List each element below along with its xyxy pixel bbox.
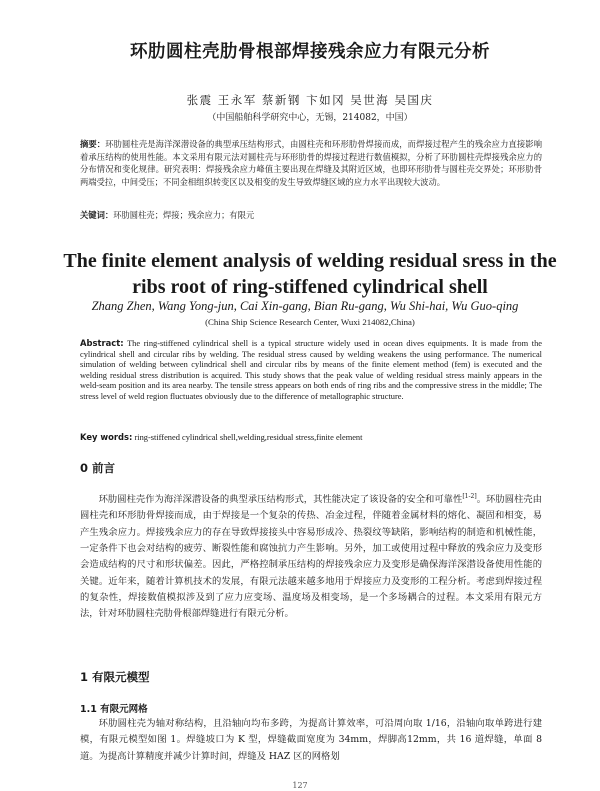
page-number: 127 [292, 781, 308, 790]
english-title: The finite element analysis of welding residual sress in the ribs root of ring-stiffened cylindrical shell [63, 250, 557, 298]
chinese-keywords-text: 环肋圆柱壳；焊接；残余应力；有限元 [113, 210, 255, 220]
chinese-title: 环肋圆柱壳肋骨根部焊接残余应力有限元分析 [130, 42, 490, 62]
chinese-abstract [80, 138, 542, 188]
chinese-keywords [80, 209, 542, 221]
english-keywords-label: Key words: [80, 432, 133, 442]
section-heading-model: 1 有限元模型 [80, 670, 150, 684]
mesh-paragraph: 环肋圆柱壳为轴对称结构，且沿轴向均布多跨，为提高计算效率，可沿周向取 1/16，沿轴向取单跨进行建模，有限元模型如图 1。焊缝坡口为 K 型，焊缝截面宽度为 34mm，焊脚高12mm，共 16 道焊缝，单面 8 道。为提高计算精度并减少计算时间，焊缝及 HAZ 区的网格划 [80, 718, 542, 762]
english-abstract [80, 338, 542, 403]
intro-text-part1: 环肋圆柱壳作为海洋深潜设备的典型承压结构形式，其性能决定了该设备的安全和可靠性 [98, 494, 463, 506]
english-abstract-label: Abstract: [80, 338, 124, 348]
intro-text-part2: 。环肋圆柱壳由圆柱壳和环形肋骨焊接而成，由于焊接是一个复杂的传热、冶金过程，伴随着金属材料的熔化、凝固和相变，易产生残余应力。焊接残余应力的存在导致焊接接头中容易形成冷、热裂纹等缺陷，影响结构的制造和机械性能，一定条件下也会对结构的疲劳、断裂性能和腐蚀抗力产生影响。另外，加工或使用过程中释放的残余应力及变形会造成结构的尺寸和形状偏差。因此，严格控制承压结构的焊接残余应力及变形是确保海洋深潜设备使用性能的关键。近年来，随着计算机技术的发展，有限元法越来越多地用于焊接应力及变形的工程分析。考虑到焊接过程的复杂性，焊接数值模拟涉及到了应力应变场、温度场及相变场，是一个多场耦合的过程。本文采用有限元方法，针对环肋圆柱壳肋骨根部焊缝进行有限元分析。 [80, 494, 542, 620]
english-affiliation: (China Ship Science Research Center, Wuxi 214082,China) [205, 317, 415, 327]
english-authors: Zhang Zhen, Wang Yong-jun, Cai Xin-gang, Bian Ru-gang, Wu Shi-hai, Wu Guo-qing [91, 299, 519, 313]
chinese-abstract-text: 环肋圆柱壳是海洋深潜设备的典型承压结构形式，由圆柱壳和环形肋骨焊接而成，而焊接过程产生的残余应力直接影响着承压结构的使用性能。本文采用有限元法对圆柱壳与环形肋骨的焊接过程进行数值模拟，分析了环肋圆柱壳焊接残余应力的分布情况和变化规律。研究表明：焊接残余应力峰值主要出现在焊缝及其附近区域，也即环形肋骨与圆柱壳交界处；环形肋骨两端受拉，中间受压；不同金相组织转变区以及相变的发生导致焊缝区域的应力水平出现较大波动。 [80, 139, 542, 187]
intro-citation: [1-2] [462, 493, 477, 500]
chinese-authors: 张震 王永军 蔡新钢 卞如冈 吴世海 吴国庆 [186, 93, 434, 107]
chinese-affiliation: （中国船舶科学研究中心，无锡，214082，中国） [207, 113, 413, 123]
chinese-keywords-label: 关键词： [80, 210, 114, 220]
subsection-heading-mesh: 1.1 有限元网格 [80, 704, 148, 715]
english-keywords-text: ring-stiffened cylindrical shell,welding,residual stress,finite element [132, 433, 363, 442]
english-keywords [80, 432, 542, 442]
section-heading-intro: 0 前言 [80, 461, 116, 475]
intro-paragraph [80, 489, 542, 622]
chinese-abstract-label: 摘要： [80, 139, 106, 149]
english-abstract-text: The ring-stiffened cylindrical shell is a typical structure widely used in ocean dives equipments. It is made from the cylindrical shell and circular ribs by welding. The residual stress caused by welding weakens the using performance. The numerical simulation of welding between cylindrical shell and circular ribs by means of the finite element method (fem) is executed and the welding residual stress distribution is acquired. This study shows that the peak value of welding residual stress mainly appears in the weld-seam position and its area nearby. The tensile stress appears on both ends of ring ribs and the compressive stress in the middle; The stress level of weld region fluctuates obviously due to the difference of metallographic structure. [80, 339, 542, 401]
